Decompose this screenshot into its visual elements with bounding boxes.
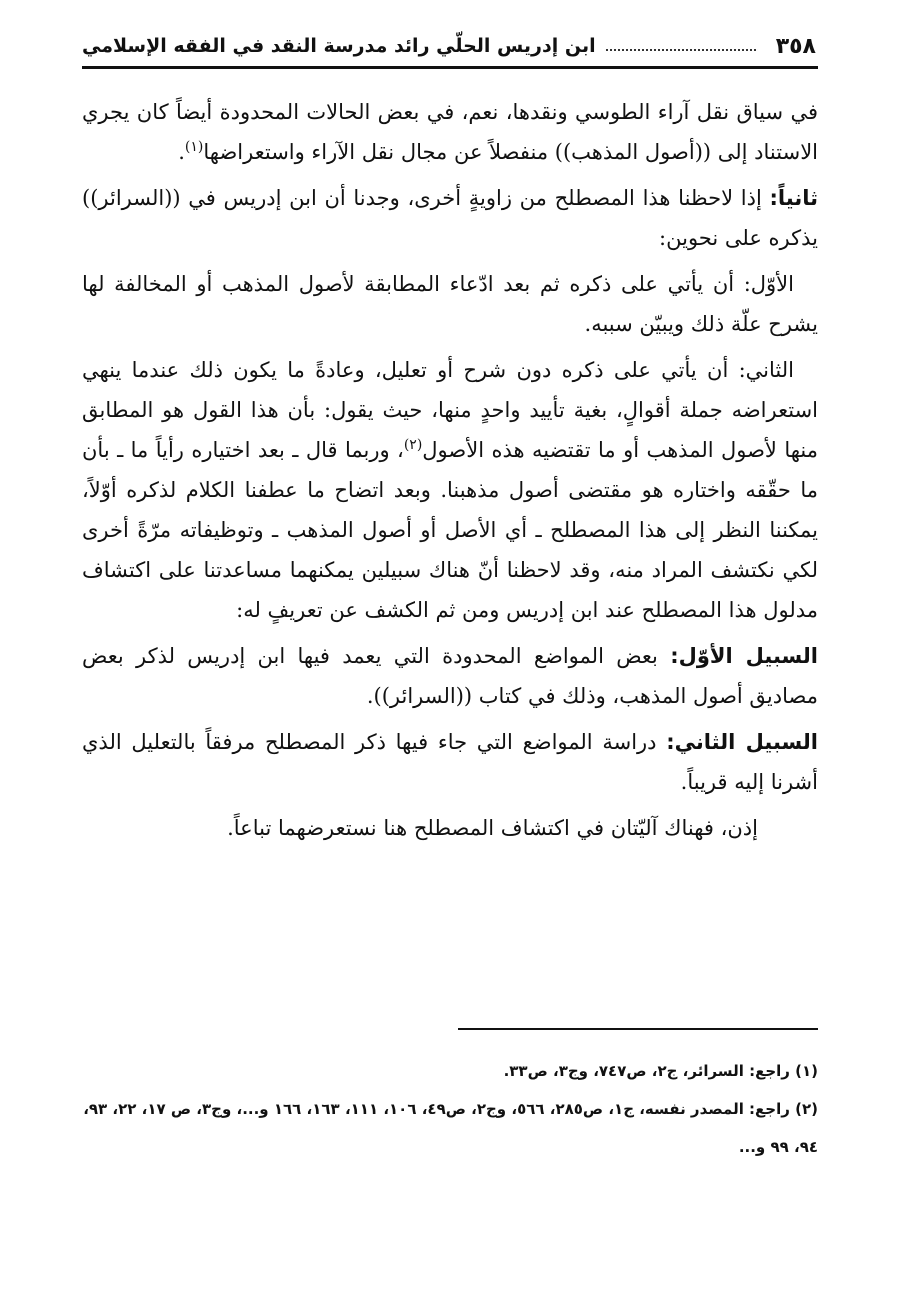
paragraph [82,264,818,344]
running-head [82,28,816,64]
paragraph [82,92,818,172]
page-number: ٣٥٨ [775,33,816,59]
footnotes [82,1052,818,1166]
paragraph-text: في سياق نقل آراء الطوسي ونقدها، نعم، في بعض الحالات المحدودة أيضاً كان يجري الاستناد إلى ((أصول المذهب)) منفصلاً عن مجال نقل الآراء واستعراضها [82,100,818,164]
paragraph [82,722,818,802]
paragraph-text: الثاني: أن يأتي على ذكره دون شرح أو تعليل، وعادةً ما يكون ذلك عندما ينهي استعراضه جملة أقوالٍ، بغية تأييد واحدٍ منها، حيث يقول: بأن هذا القول هو المطابق منها لأصول المذهب أو ما تقتضيه هذه الأصول [82,358,818,462]
paragraph [82,178,818,258]
paragraph-text: الأوّل: أن يأتي على ذكره ثم بعد ادّعاء المطابقة لأصول المذهب أو المخالفة لها يشرح علّة ذلك ويبيّن سببه. [82,272,818,336]
paragraph-tail: . [178,140,185,164]
paragraph-lead: ثانياً: [769,186,818,210]
paragraph-lead: السبيل الثاني: [666,730,818,754]
paragraph-text: دراسة المواضع التي جاء فيها ذكر المصطلح مرفقاً بالتعليل الذي أشرنا إليه قريباً. [82,730,818,794]
paragraph-text: إذن، فهناك آليّتان في اكتشاف المصطلح هنا نستعرضهما تباعاً. [227,816,758,840]
paragraph [82,808,818,848]
paragraph-tail: ، وربما قال ـ بعد اختياره رأياً ما ـ بأن ما حقّقه واختاره هو مقتضى أصول مذهبنا. وبعد اتضاح ما عطفنا الكلام لذكره أوّلاً، يمكننا النظر إلى هذا المصطلح ـ أي الأصل أو أصول المذهب ـ وتوظيفاته مرّةً أخرى لكي نكتشف المراد منه، وقد لاحظنا أنّ هناك سبيلين يمكنهما مساعدتنا على اكتشاف مدلول هذا المصطلح عند ابن إدريس ومن ثم الكشف عن تعريفٍ له: [82,438,818,622]
paragraph-text: بعض المواضع المحدودة التي يعمد فيها ابن إدريس لذكر بعض مصاديق أصول المذهب، وذلك في كتاب ((السرائر)). [82,644,818,708]
footnote-ref[interactable]: (١) [184,139,204,155]
paragraph-text: إذا لاحظنا هذا المصطلح من زاويةٍ أخرى، وجدنا أن ابن إدريس في ((السرائر)) يذكره على نحوين: [82,186,818,250]
paragraph [82,636,818,716]
paragraph-lead: السبيل الأوّل: [670,644,818,668]
footnote-ref[interactable]: (٢) [403,437,423,453]
footnote-rule [458,1028,818,1030]
running-title: ابن إدريس الحلّي رائد مدرسة النقد في الفقه الإسلامي [82,35,596,57]
footnote: (١) راجع: السرائر، ج٢، ص٧٤٧، وج٣، ص٣٣. [503,1062,818,1080]
footnote: (٢) راجع: المصدر نفسه، ج١، ص٢٨٥، ٥٦٦، وج٢، ص٤٩، ١٠٦، ١١١، ١٦٣، ١٦٦ و...، وج٣، ص ١٧، ٢٢، ٩٣، ٩٤، ٩٩ و... [83,1100,818,1156]
paragraph [82,350,818,630]
body-text [82,92,818,854]
leader-dots [606,49,756,51]
header-rule [82,66,818,69]
